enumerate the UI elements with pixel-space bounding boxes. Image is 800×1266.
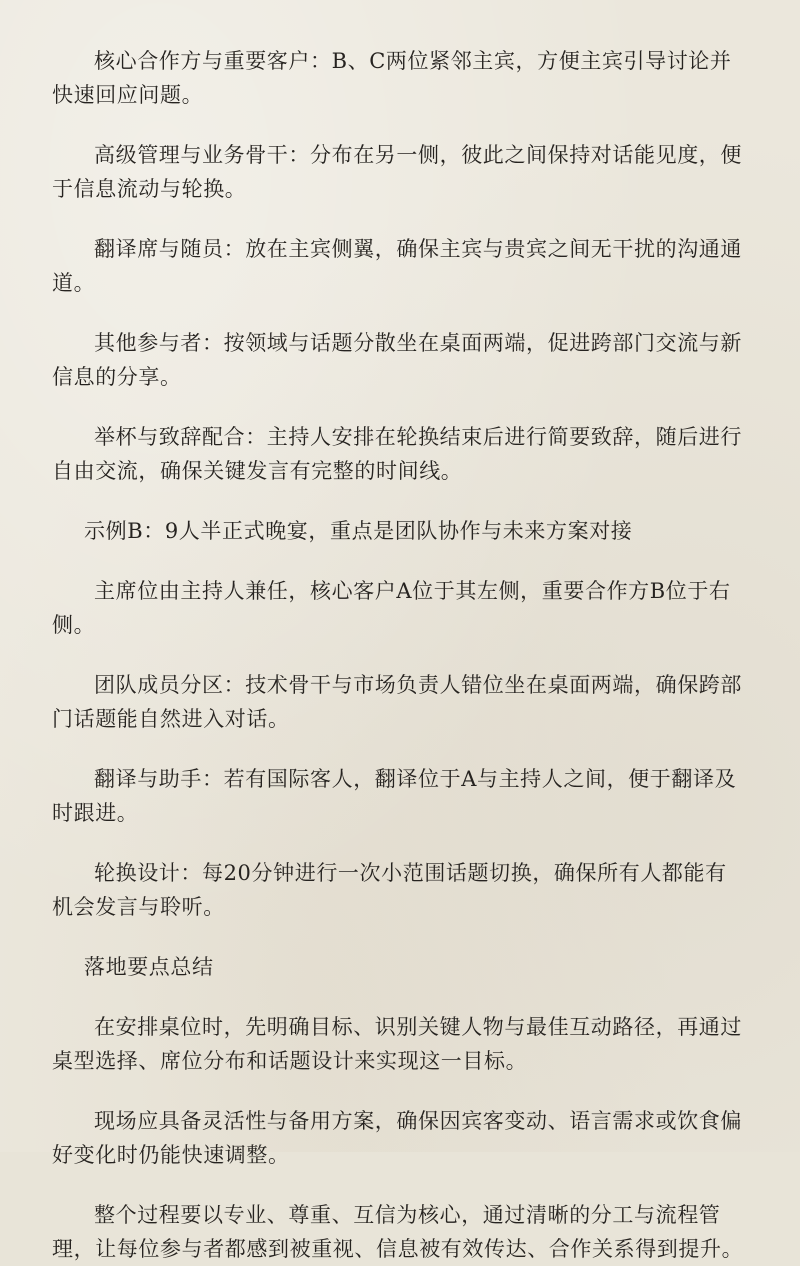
paragraph-head-seat: 主席位由主持人兼任，核心客户A位于其左侧，重要合作方B位于右侧。 [52,579,731,637]
paragraph-translators: 翻译席与随员：放在主宾侧翼，确保主宾与贵宾之间无干扰的沟通通道。 [52,237,742,295]
paragraph-summary-core-values: 整个过程要以专业、尊重、互信为核心，通过清晰的分工与流程管理，让每位参与者都感到被重视、信息被有效传达、合作关系得到提升。 [52,1203,744,1261]
paragraph-rotation-design: 轮换设计：每20分钟进行一次小范围话题切换，确保所有人都能有机会发言与聆听。 [52,861,727,919]
paragraph-translator-assistant: 翻译与助手：若有国际客人，翻译位于A与主持人之间，便于翻译及时跟进。 [52,767,737,825]
section-heading-summary: 落地要点总结 [84,955,214,979]
paragraph-other-participants: 其他参与者：按领域与话题分散坐在桌面两端，促进跨部门交流与新信息的分享。 [52,331,742,389]
paragraph-senior-management: 高级管理与业务骨干：分布在另一侧，彼此之间保持对话能见度，便于信息流动与轮换。 [52,143,742,201]
paragraph-team-zones: 团队成员分区：技术骨干与市场负责人错位坐在桌面两端，确保跨部门话题能自然进入对话。 [52,673,742,731]
paragraph-toast-speech: 举杯与致辞配合：主持人安排在轮换结束后进行简要致辞，随后进行自由交流，确保关键发言有完整的时间线。 [52,425,742,483]
paragraph-summary-goals: 在安排桌位时，先明确目标、识别关键人物与最佳互动路径，再通过桌型选择、席位分布和话题设计来实现这一目标。 [52,1015,742,1073]
paragraph-summary-flexibility: 现场应具备灵活性与备用方案，确保因宾客变动、语言需求或饮食偏好变化时仍能快速调整。 [52,1109,742,1167]
paragraph-core-partners: 核心合作方与重要客户：B、C两位紧邻主宾，方便主宾引导讨论并快速回应问题。 [52,49,732,107]
section-heading-example-b: 示例B：9人半正式晚宴，重点是团队协作与未来方案对接 [84,519,633,543]
